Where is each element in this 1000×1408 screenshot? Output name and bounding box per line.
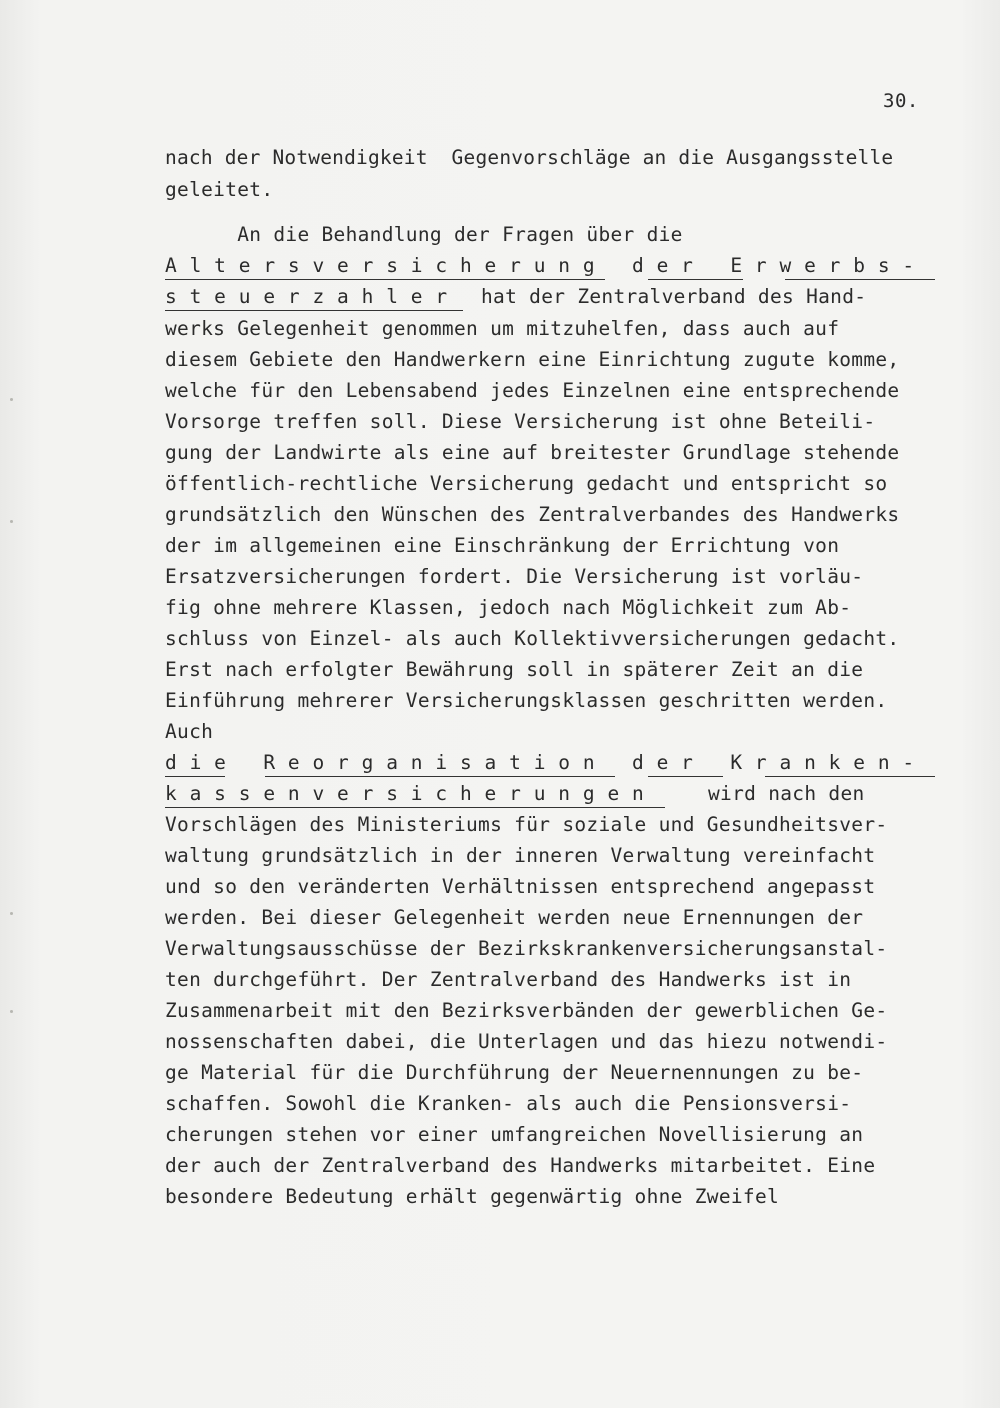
- text-line: geleitet.: [165, 178, 274, 201]
- underline: [165, 807, 665, 808]
- text-line: Einführung mehrerer Versicherungsklassen geschritten werden.: [165, 689, 888, 712]
- underline: [165, 279, 605, 280]
- punch-mark: [10, 398, 13, 401]
- underline: [165, 776, 225, 777]
- text-line: ten durchgeführt. Der Zentralverband des Handwerks ist in: [165, 968, 852, 991]
- heading-kassenversicherungen: k a s s e n v e r s i c h e r u n g e n: [165, 782, 645, 805]
- text-line: werden. Bei dieser Gelegenheit werden neue Ernennungen der: [165, 906, 864, 929]
- punch-mark: [10, 520, 13, 523]
- text-line: der auch der Zentralverband des Handwerks mitarbeitet. Eine: [165, 1154, 876, 1177]
- punch-mark: [10, 1010, 13, 1013]
- text-line: cherungen stehen vor einer umfangreichen Novellisierung an: [165, 1123, 864, 1146]
- text-line: wird nach den: [708, 782, 865, 805]
- text-line: Verwaltungsausschüsse der Bezirkskrankenversicherungsanstal-: [165, 937, 888, 960]
- text-line: besondere Bedeutung erhält gegenwärtig ohne Zweifel: [165, 1185, 780, 1208]
- text-line: nossenschaften dabei, die Unterlagen und das hiezu notwendi-: [165, 1030, 888, 1053]
- heading-steuerzahler: s t e u e r z a h l e r: [165, 285, 448, 308]
- text-line: nach der Notwendigkeit Gegenvorschläge an die Ausgangsstelle: [165, 146, 894, 169]
- text-line: grundsätzlich den Wünschen des Zentralverbandes des Handwerks: [165, 503, 900, 526]
- text-line: Auch: [165, 720, 214, 743]
- text-line: schaffen. Sowohl die Kranken- als auch die Pensionsversi-: [165, 1092, 852, 1115]
- page-number: 30.: [883, 90, 919, 112]
- text-line: Zusammenarbeit mit den Bezirksverbänden der gewerblichen Ge-: [165, 999, 888, 1022]
- text-line: welche für den Lebensabend jedes Einzelnen eine entsprechende: [165, 379, 900, 402]
- text-line: fig ohne mehrere Klassen, jedoch nach Möglichkeit zum Ab-: [165, 596, 852, 619]
- underline: [785, 279, 935, 280]
- underline: [165, 310, 463, 311]
- heading-reorganisation: d i e R e o r g a n i s a t i o n d e r K r a n k e n -: [165, 751, 915, 774]
- punch-mark: [10, 912, 13, 915]
- text-line: Vorsorge treffen soll. Diese Versicherung ist ohne Beteili-: [165, 410, 876, 433]
- text-line: schluss von Einzel- als auch Kollektivversicherungen gedacht.: [165, 627, 900, 650]
- underline: [648, 279, 743, 280]
- text-line: öffentlich-rechtliche Versicherung gedacht und entspricht so: [165, 472, 888, 495]
- text-line: werks Gelegenheit genommen um mitzuhelfen, dass auch auf: [165, 317, 840, 340]
- text-line: der im allgemeinen eine Einschränkung der Errichtung von: [165, 534, 840, 557]
- text-line: gung der Landwirte als eine auf breitester Grundlage stehende: [165, 441, 900, 464]
- text-line: waltung grundsätzlich in der inneren Verwaltung vereinfacht: [165, 844, 876, 867]
- text-line: Ersatzversicherungen fordert. Die Versicherung ist vorläu-: [165, 565, 864, 588]
- underline: [765, 776, 935, 777]
- text-line: hat der Zentralverband des Hand-: [481, 285, 867, 308]
- heading-altersversicherung: A l t e r s v e r s i c h e r u n g d e r E r w e r b s -: [165, 254, 915, 277]
- text-line: ge Material für die Durchführung der Neuernennungen zu be-: [165, 1061, 864, 1084]
- text-line: Erst nach erfolgter Bewährung soll in späterer Zeit an die: [165, 658, 864, 681]
- underline: [265, 776, 615, 777]
- text-line: diesem Gebiete den Handwerkern eine Einrichtung zugute komme,: [165, 348, 900, 371]
- text-line: und so den veränderten Verhältnissen entsprechend angepasst: [165, 875, 876, 898]
- underline: [648, 776, 723, 777]
- text-line: An die Behandlung der Fragen über die: [165, 223, 683, 246]
- text-line: Vorschlägen des Ministeriums für soziale und Gesundheitsver-: [165, 813, 888, 836]
